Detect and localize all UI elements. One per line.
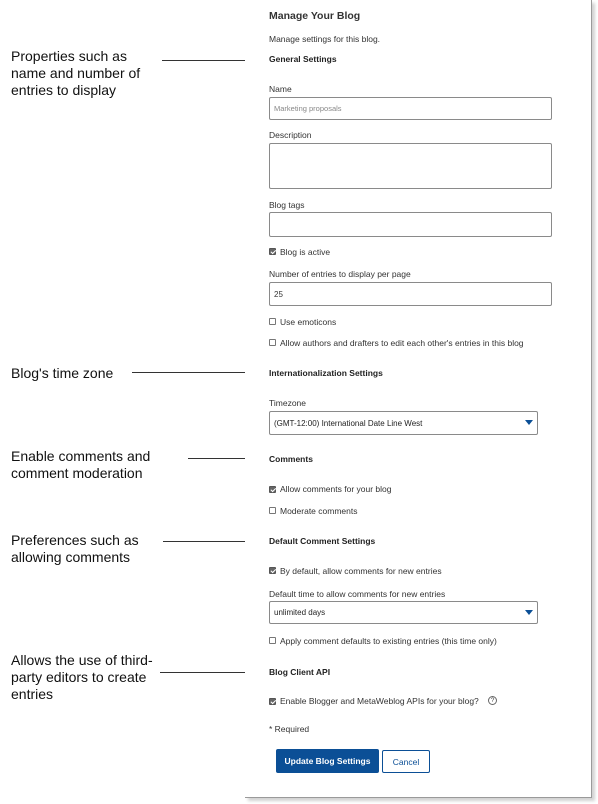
- annotation-properties: [11, 48, 140, 99]
- annotation-line: name and number of: [11, 65, 141, 81]
- page-title: Manage Your Blog: [269, 10, 361, 22]
- blog-active-checkbox[interactable]: [269, 248, 276, 255]
- annotation-line: entries: [11, 686, 54, 702]
- allow-comments-checkbox[interactable]: [269, 486, 276, 493]
- enable-api-checkbox[interactable]: [269, 698, 276, 705]
- entries-per-page-label: Number of entries to display per page: [269, 269, 411, 279]
- timezone-value: (GMT-12:00) International Date Line West: [274, 418, 423, 428]
- help-icon[interactable]: ?: [488, 696, 497, 705]
- leader-line: [132, 372, 261, 373]
- description-textarea[interactable]: [269, 143, 552, 189]
- annotation-api: [11, 652, 153, 703]
- general-settings-heading: General Settings: [269, 54, 337, 64]
- emoticons-checkbox[interactable]: [269, 318, 276, 325]
- timezone-label: Timezone: [269, 398, 307, 408]
- annotation-line: Properties such as: [11, 48, 127, 64]
- annotation-line: Preferences such as: [11, 532, 139, 548]
- chevron-down-icon: [525, 610, 533, 615]
- entries-per-page-input[interactable]: 25: [269, 282, 552, 306]
- emoticons-label: Use emoticons: [280, 317, 337, 327]
- timezone-select[interactable]: [269, 411, 538, 435]
- annotation-timezone: [11, 365, 113, 382]
- blog-client-api-heading: Blog Client API: [269, 667, 331, 677]
- name-label: Name: [269, 84, 292, 94]
- enable-api-label: Enable Blogger and MetaWeblog APIs for your blog?: [280, 696, 479, 706]
- description-label: Description: [269, 130, 312, 140]
- allow-edit-checkbox[interactable]: [269, 339, 276, 346]
- annotation-comments: [11, 448, 150, 482]
- annotation-line: party editors to create: [11, 669, 147, 685]
- annotation-line: Allows the use of third-: [11, 652, 153, 668]
- blog-tags-input[interactable]: [269, 212, 552, 237]
- cancel-button[interactable]: Cancel: [382, 750, 430, 773]
- annotation-line: comment moderation: [11, 465, 143, 481]
- chevron-down-icon: [525, 420, 533, 425]
- update-blog-settings-button[interactable]: Update Blog Settings: [276, 749, 379, 773]
- annotation-line: Enable comments and: [11, 448, 151, 464]
- default-allow-comments-label: By default, allow comments for new entries: [280, 566, 442, 576]
- apply-defaults-label: Apply comment defaults to existing entries (this time only): [280, 636, 497, 646]
- blog-active-label: Blog is active: [280, 247, 331, 257]
- comments-heading: Comments: [269, 454, 313, 464]
- default-time-label: Default time to allow comments for new entries: [269, 589, 446, 599]
- i18n-settings-heading: Internationalization Settings: [269, 368, 383, 378]
- moderate-comments-label: Moderate comments: [280, 506, 358, 516]
- apply-defaults-checkbox[interactable]: [269, 637, 276, 644]
- moderate-comments-checkbox[interactable]: [269, 507, 276, 514]
- page-subtitle: Manage settings for this blog.: [269, 34, 381, 44]
- required-note: * Required: [269, 724, 310, 734]
- allow-edit-label: Allow authors and drafters to edit each other's entries in this blog: [280, 338, 524, 348]
- blog-tags-label: Blog tags: [269, 200, 305, 210]
- annotation-line: entries to display: [11, 82, 117, 98]
- annotation-line: allowing comments: [11, 549, 131, 565]
- default-time-select[interactable]: [269, 601, 538, 624]
- annotation-line: Blog's time zone: [11, 365, 114, 381]
- name-input[interactable]: Marketing proposals: [269, 97, 552, 120]
- allow-comments-label: Allow comments for your blog: [280, 484, 392, 494]
- annotation-preferences: [11, 532, 139, 566]
- default-time-value: unlimited days: [274, 608, 326, 617]
- default-allow-comments-checkbox[interactable]: [269, 567, 276, 574]
- default-comments-heading: Default Comment Settings: [269, 536, 376, 546]
